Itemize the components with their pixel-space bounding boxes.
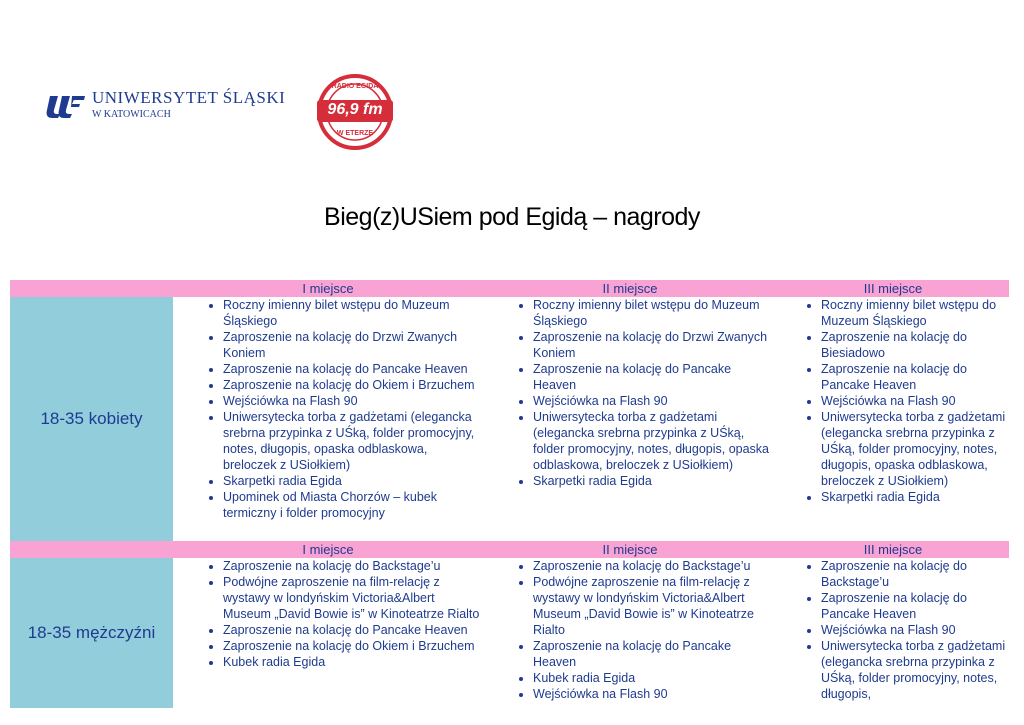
radio-egida-logo <box>311 72 399 152</box>
prize-item: • Uniwersytecka torba z gadżetami (elegancka srebrna przypinka z UŚką, folder promocyjny, notes, długopis, <box>821 638 1009 702</box>
university-logo <box>46 88 286 128</box>
radio-bottom-text: W ETERZE <box>336 130 374 137</box>
prize-item: • Roczny imienny bilet wstępu do Muzeum Śląskiego <box>223 297 483 329</box>
place-header: II miejsce <box>483 280 777 297</box>
prizes-table <box>10 280 1009 708</box>
section-row-men <box>10 558 1009 708</box>
prize-cell <box>777 297 1009 541</box>
prize-item: • Zaproszenie na kolację do Backstage’u <box>533 558 777 574</box>
radio-top-text: RADIO EGIDA <box>331 83 379 90</box>
place-header: III miejsce <box>777 280 1009 297</box>
university-name: UNIWERSYTET ŚLĄSKI <box>92 88 286 107</box>
prize-item: • Wejściówka na Flash 90 <box>533 393 777 409</box>
prize-item: • Roczny imienny bilet wstępu do Muzeum Śląskiego <box>821 297 1009 329</box>
university-city: W KATOWICACH <box>92 109 171 120</box>
radio-frequency: 96,9 fm <box>327 101 383 118</box>
prize-item: • Zaproszenie na kolację do Pancake Heaven <box>533 638 777 670</box>
prize-item: • Kubek radia Egida <box>223 654 483 670</box>
category-label: 18-35 kobiety <box>10 297 173 541</box>
prize-item: • Podwójne zaproszenie na film-relację z wystawy w londyńskim Victoria&Albert Museum „David Bowie is” w Kinoteatrze Rialto <box>223 574 483 622</box>
prize-item: • Kubek radia Egida <box>533 670 777 686</box>
prize-cell <box>173 558 483 708</box>
prize-item: • Upominek od Miasta Chorzów – kubek termiczny i folder promocyjny <box>223 489 483 521</box>
section-row-women <box>10 297 1009 541</box>
prize-item: • Zaproszenie na kolację do Drzwi Zwanych Koniem <box>533 329 777 361</box>
prize-item: • Uniwersytecka torba z gadżetami (elegancka srebrna przypinka z UŚką, folder promocyjny, notes, długopis, opaska odblaskowa, breloczek z USiołkiem) <box>821 409 1009 489</box>
prize-item: • Zaproszenie na kolację do Pancake Heaven <box>223 361 483 377</box>
prize-cell <box>483 558 777 708</box>
prize-item: • Wejściówka na Flash 90 <box>821 393 1009 409</box>
prize-item: • Zaproszenie na kolację do Backstage’u <box>223 558 483 574</box>
prize-item: • Skarpetki radia Egida <box>223 473 483 489</box>
prize-item: • Wejściówka na Flash 90 <box>223 393 483 409</box>
prize-item: • Zaproszenie na kolację do Pancake Heaven <box>533 361 777 393</box>
prize-item: • Wejściówka na Flash 90 <box>821 622 1009 638</box>
university-emblem-icon <box>46 94 86 120</box>
prize-item: • Zaproszenie na kolację do Backstage’u <box>821 558 1009 590</box>
prize-item: • Zaproszenie na kolację do Drzwi Zwanych Koniem <box>223 329 483 361</box>
category-label: 18-35 mężczyźni <box>10 558 173 708</box>
prize-item: • Uniwersytecka torba z gadżetami (elegancka srebrna przypinka z UŚką, folder promocyjny, notes, długopis, opaska odblaskowa, breloczek z USiołkiem) <box>533 409 777 473</box>
prize-item: • Zaproszenie na kolację do Pancake Heaven <box>223 622 483 638</box>
prize-cell <box>173 297 483 541</box>
section-header-men <box>10 541 1009 558</box>
prize-item: • Roczny imienny bilet wstępu do Muzeum Śląskiego <box>533 297 777 329</box>
place-header: II miejsce <box>483 541 777 558</box>
prize-item: • Zaproszenie na kolację do Biesiadowo <box>821 329 1009 361</box>
place-header: I miejsce <box>173 541 483 558</box>
prize-item: • Uniwersytecka torba z gadżetami (elegancka srebrna przypinka z UŚką, folder promocyjny, notes, długopis, opaska odblaskowa, breloczek z USiołkiem) <box>223 409 483 473</box>
prize-item: • Skarpetki radia Egida <box>533 473 777 489</box>
prize-item: • Podwójne zaproszenie na film-relację z wystawy w londyńskim Victoria&Albert Museum „David Bowie is” w Kinoteatrze Rialto <box>533 574 777 638</box>
place-header: III miejsce <box>777 541 1009 558</box>
page-title: Bieg(z)USiem pod Egidą – nagrody <box>324 203 700 231</box>
place-header: I miejsce <box>173 280 483 297</box>
prize-item: • Zaproszenie na kolację do Pancake Heaven <box>821 361 1009 393</box>
prize-item: • Skarpetki radia Egida <box>821 489 1009 505</box>
prize-item: • Wejściówka na Flash 90 <box>533 686 777 702</box>
section-header-women <box>10 280 1009 297</box>
prize-cell <box>483 297 777 541</box>
prize-cell <box>777 558 1009 708</box>
prize-item: • Zaproszenie na kolację do Okiem i Brzuchem <box>223 638 483 654</box>
prize-item: • Zaproszenie na kolację do Pancake Heaven <box>821 590 1009 622</box>
prize-item: • Zaproszenie na kolację do Okiem i Brzuchem <box>223 377 483 393</box>
